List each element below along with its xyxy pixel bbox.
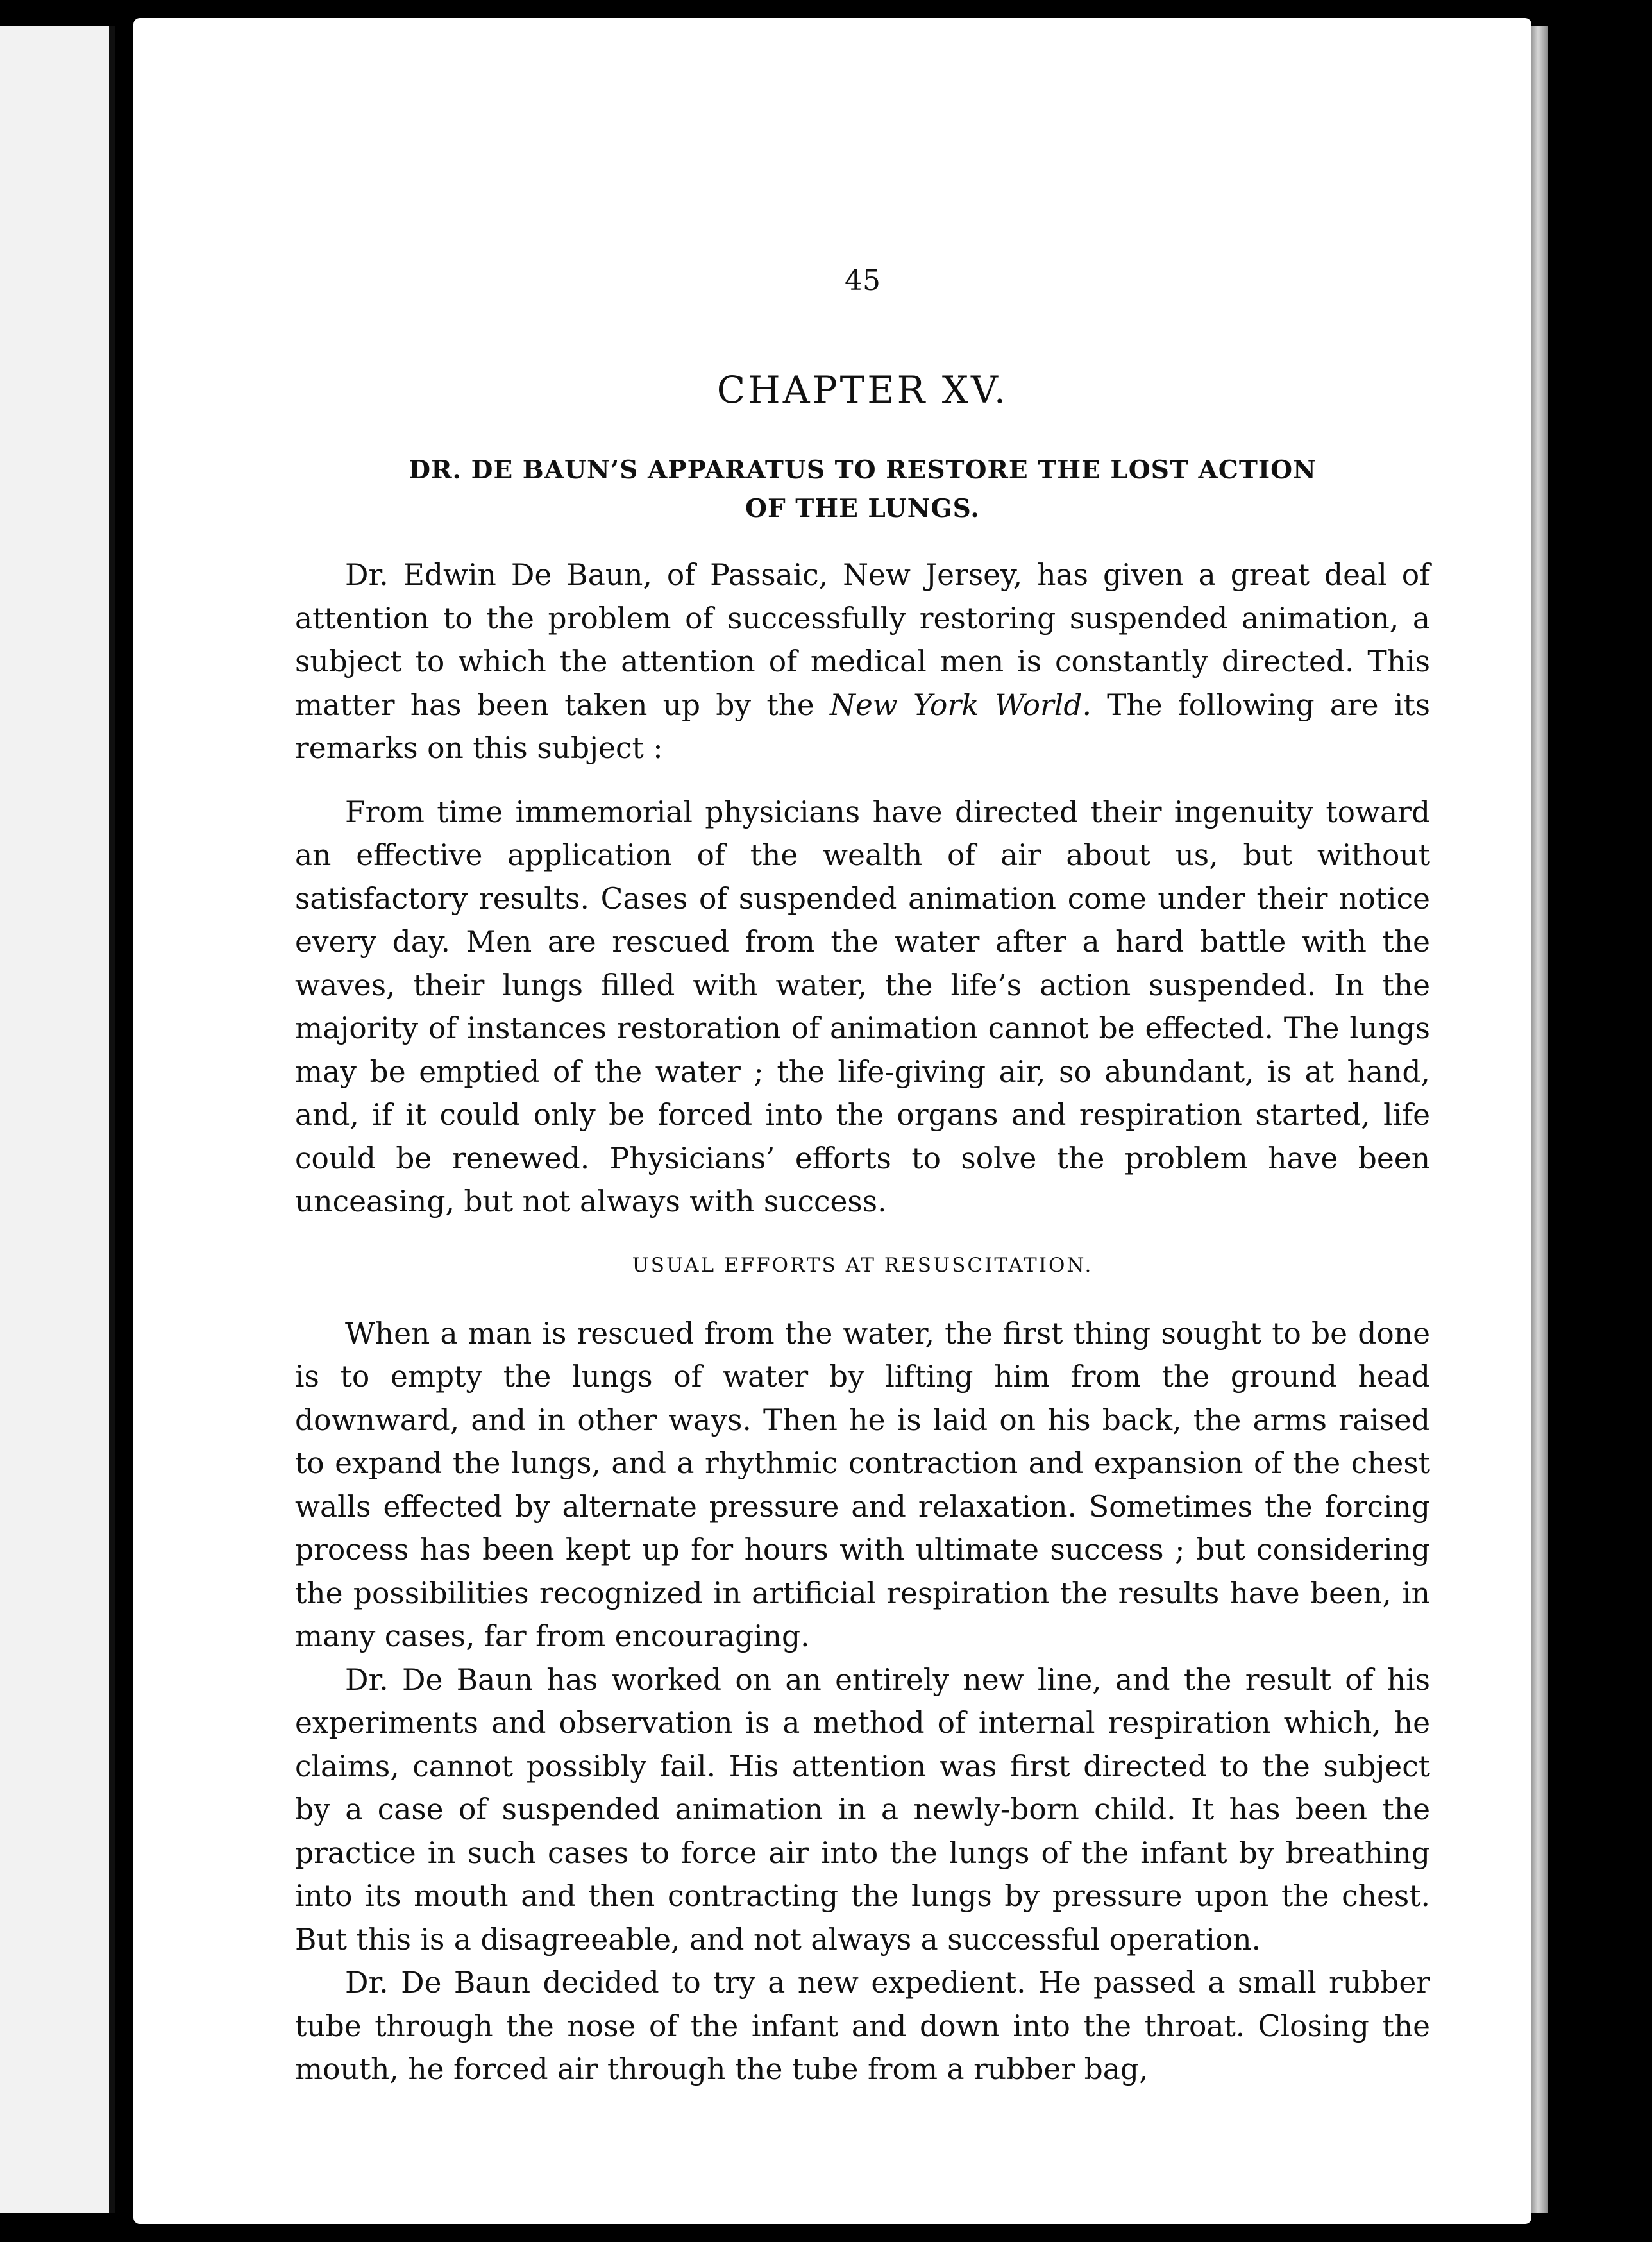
facing-page-edge	[0, 26, 115, 2212]
paragraph-1	[295, 553, 1430, 770]
page-stack-edge	[1531, 26, 1548, 2212]
paragraph-1-text-b: The following are its remarks on this subject :	[295, 687, 1430, 765]
newspaper-name: New York World.	[830, 687, 1092, 722]
paragraph-1-text-a: Dr. Edwin De Baun, of Passaic, New Jersey, has given a great deal of attention to the problem of successfully restoring suspended animation, a subject to which the attention of medical men is constantly directed. This matter has been taken up by the	[295, 558, 1430, 722]
page-content	[295, 262, 1430, 2091]
paragraph-3: When a man is rescued from the water, the first thing sought to be done is to empty the lungs of water by lifting him from the ground head downward, and in other ways. Then he is laid on his back, the arms raised to expand the lungs, and a rhythmic contraction and expansion of the chest walls effected by alternate pressure and relaxation. Sometimes the forcing process has been kept up for hours with ultimate success ; but considering the possibilities recognized in artificial respiration the results have been, in many cases, far from encouraging.	[295, 1316, 1430, 1653]
chapter-title: CHAPTER XV.	[716, 368, 1009, 412]
paragraph-5: Dr. De Baun decided to try a new expedient. He passed a small rubber tube through the nose of the infant and down into the throat. Closing the mouth, he forced air through the tube from a rubber bag,	[295, 1966, 1430, 2086]
article-title-line-2: OF THE LUNGS.	[745, 494, 981, 523]
page-number: 45	[845, 264, 881, 297]
paragraph-4: Dr. De Baun has worked on an entirely new line, and the result of his experiments and observation is a method of internal respiration which, he claims, cannot possibly fail. His attention was first directed to the subject by a case of suspended animation in a newly-born child. It has been the practice in such cases to force air into the lungs of the infant by breathing into its mouth and then contracting the lungs by pressure upon the chest. But this is a disagreeable, and not always a successful operation.	[295, 1662, 1430, 1957]
book-page	[133, 18, 1531, 2224]
article-title	[295, 451, 1430, 528]
paragraph-2: From time immemorial physicians have directed their ingenuity toward an effective application of the wealth of air about us, but without satisfactory results. Cases of suspended animation come under their notice every day. Men are rescued from the water after a hard battle with the waves, their lungs filled with water, the life’s action suspended. In the majority of instances restoration of animation cannot be effected. The lungs may be emptied of the water ; the life-giving air, so abundant, is at hand, and, if it could only be forced into the organs and respiration started, life could be renewed. Physicians’ efforts to solve the problem have been unceasing, but not always with success.	[295, 795, 1430, 1218]
article-title-line-1: DR. DE BAUN’S APPARATUS TO RESTORE THE LOST ACTION	[409, 455, 1317, 485]
section-heading: USUAL EFFORTS AT RESUSCITATION.	[632, 1253, 1093, 1277]
